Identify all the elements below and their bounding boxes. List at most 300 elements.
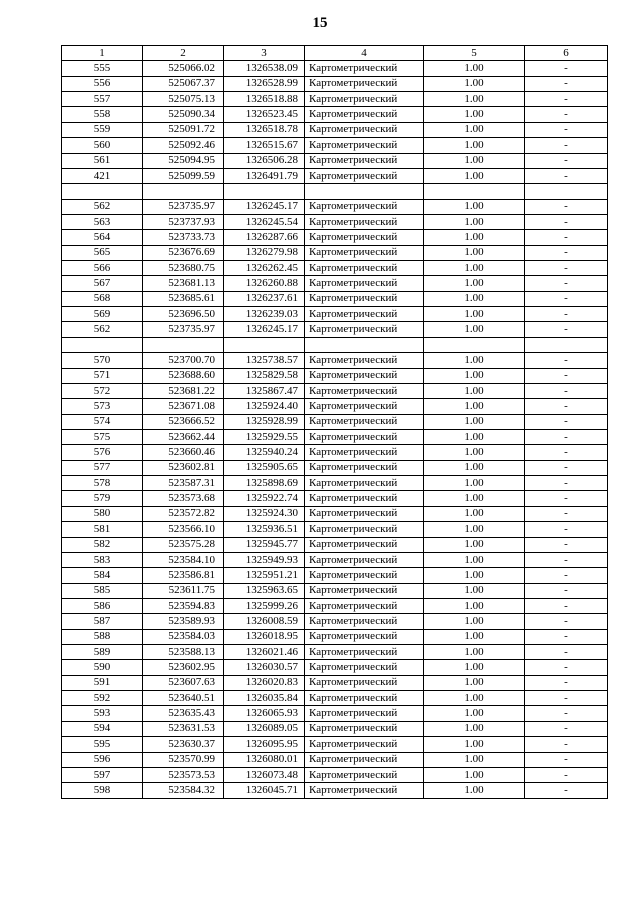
y-coordinate-cell: 1325867.47 (224, 383, 305, 398)
accuracy-cell: 1.00 (424, 230, 525, 245)
description-cell: - (525, 76, 608, 91)
y-coordinate-cell: 1325999.26 (224, 598, 305, 613)
y-coordinate-cell: 1325963.65 (224, 583, 305, 598)
description-cell: - (525, 675, 608, 690)
description-cell: - (525, 214, 608, 229)
description-cell: - (525, 399, 608, 414)
y-coordinate-cell: 1326245.17 (224, 199, 305, 214)
y-coordinate-cell: 1326089.05 (224, 721, 305, 736)
method-cell: Картометрический (305, 629, 424, 644)
accuracy-cell: 1.00 (424, 752, 525, 767)
accuracy-cell: 1.00 (424, 583, 525, 598)
y-coordinate-cell: 1326018.95 (224, 629, 305, 644)
point-number-cell: 568 (62, 291, 143, 306)
table-row (62, 214, 608, 229)
point-number-cell: 595 (62, 737, 143, 752)
description-cell: - (525, 107, 608, 122)
column-header-5: 5 (424, 46, 525, 61)
y-coordinate-cell: 1326045.71 (224, 783, 305, 798)
table-row (62, 276, 608, 291)
column-header-3: 3 (224, 46, 305, 61)
column-header-4: 4 (305, 46, 424, 61)
table-row (62, 353, 608, 368)
accuracy-cell: 1.00 (424, 675, 525, 690)
table-row (62, 721, 608, 736)
coordinates-table (61, 45, 608, 799)
table-row (62, 153, 608, 168)
x-coordinate-cell: 523735.97 (143, 322, 224, 337)
method-cell: Картометрический (305, 122, 424, 137)
x-coordinate-cell: 523635.43 (143, 706, 224, 721)
table-row (62, 429, 608, 444)
x-coordinate-cell: 523696.50 (143, 307, 224, 322)
description-cell: - (525, 353, 608, 368)
x-coordinate-cell: 523570.99 (143, 752, 224, 767)
point-number-cell: 571 (62, 368, 143, 383)
accuracy-cell: 1.00 (424, 168, 525, 183)
description-cell: - (525, 767, 608, 782)
table-row (62, 307, 608, 322)
accuracy-cell: 1.00 (424, 307, 525, 322)
x-coordinate-cell: 525075.13 (143, 92, 224, 107)
point-number-cell: 594 (62, 721, 143, 736)
accuracy-cell: 1.00 (424, 629, 525, 644)
separator-row (62, 184, 608, 199)
x-coordinate-cell: 523676.69 (143, 245, 224, 260)
point-number-cell: 576 (62, 445, 143, 460)
point-number-cell: 421 (62, 168, 143, 183)
point-number-cell: 588 (62, 629, 143, 644)
table-row (62, 92, 608, 107)
description-cell: - (525, 506, 608, 521)
x-coordinate-cell: 523594.83 (143, 598, 224, 613)
header-row (62, 46, 608, 61)
method-cell: Картометрический (305, 353, 424, 368)
x-coordinate-cell: 523700.70 (143, 353, 224, 368)
table-row (62, 76, 608, 91)
method-cell: Картометрический (305, 276, 424, 291)
table-row (62, 783, 608, 798)
point-number-cell: 583 (62, 552, 143, 567)
y-coordinate-cell: 1325905.65 (224, 460, 305, 475)
point-number-cell: 572 (62, 383, 143, 398)
x-coordinate-cell: 523573.53 (143, 767, 224, 782)
table-row (62, 230, 608, 245)
x-coordinate-cell: 523733.73 (143, 230, 224, 245)
accuracy-cell: 1.00 (424, 399, 525, 414)
x-coordinate-cell: 525094.95 (143, 153, 224, 168)
y-coordinate-cell (224, 337, 305, 352)
method-cell: Картометрический (305, 245, 424, 260)
method-cell: Картометрический (305, 752, 424, 767)
description-cell: - (525, 645, 608, 660)
x-coordinate-cell: 523671.08 (143, 399, 224, 414)
accuracy-cell: 1.00 (424, 322, 525, 337)
x-coordinate-cell: 523607.63 (143, 675, 224, 690)
table-row (62, 61, 608, 76)
accuracy-cell: 1.00 (424, 261, 525, 276)
table-row (62, 322, 608, 337)
table-row (62, 706, 608, 721)
table-row (62, 107, 608, 122)
method-cell: Картометрический (305, 568, 424, 583)
method-cell: Картометрический (305, 414, 424, 429)
table-row (62, 245, 608, 260)
x-coordinate-cell: 525067.37 (143, 76, 224, 91)
table-row (62, 614, 608, 629)
accuracy-cell: 1.00 (424, 721, 525, 736)
table-row (62, 138, 608, 153)
x-coordinate-cell: 523685.61 (143, 291, 224, 306)
point-number-cell: 573 (62, 399, 143, 414)
table-row (62, 522, 608, 537)
point-number-cell: 560 (62, 138, 143, 153)
accuracy-cell: 1.00 (424, 598, 525, 613)
y-coordinate-cell: 1325936.51 (224, 522, 305, 537)
description-cell: - (525, 552, 608, 567)
y-coordinate-cell: 1326515.67 (224, 138, 305, 153)
accuracy-cell: 1.00 (424, 214, 525, 229)
method-cell: Картометрический (305, 537, 424, 552)
table-row (62, 568, 608, 583)
method-cell: Картометрический (305, 506, 424, 521)
x-coordinate-cell: 523666.52 (143, 414, 224, 429)
table-row (62, 552, 608, 567)
x-coordinate-cell: 523681.13 (143, 276, 224, 291)
y-coordinate-cell: 1326073.48 (224, 767, 305, 782)
table-row (62, 261, 608, 276)
point-number-cell: 564 (62, 230, 143, 245)
x-coordinate-cell: 525066.02 (143, 61, 224, 76)
description-cell: - (525, 783, 608, 798)
description-cell: - (525, 737, 608, 752)
method-cell (305, 337, 424, 352)
accuracy-cell (424, 184, 525, 199)
y-coordinate-cell: 1326021.46 (224, 645, 305, 660)
description-cell: - (525, 598, 608, 613)
description-cell: - (525, 261, 608, 276)
description-cell: - (525, 92, 608, 107)
table-row (62, 291, 608, 306)
table-row (62, 199, 608, 214)
description-cell: - (525, 383, 608, 398)
y-coordinate-cell: 1326528.99 (224, 76, 305, 91)
x-coordinate-cell: 523573.68 (143, 491, 224, 506)
description-cell: - (525, 429, 608, 444)
y-coordinate-cell: 1326095.95 (224, 737, 305, 752)
x-coordinate-cell: 525092.46 (143, 138, 224, 153)
x-coordinate-cell: 523602.95 (143, 660, 224, 675)
table-row (62, 675, 608, 690)
y-coordinate-cell: 1325829.58 (224, 368, 305, 383)
table-row (62, 445, 608, 460)
y-coordinate-cell: 1326065.93 (224, 706, 305, 721)
accuracy-cell: 1.00 (424, 460, 525, 475)
accuracy-cell (424, 337, 525, 352)
method-cell: Картометрический (305, 92, 424, 107)
table-row (62, 598, 608, 613)
table-row (62, 737, 608, 752)
method-cell: Картометрический (305, 445, 424, 460)
accuracy-cell: 1.00 (424, 645, 525, 660)
accuracy-cell: 1.00 (424, 92, 525, 107)
table-row (62, 645, 608, 660)
y-coordinate-cell: 1325929.55 (224, 429, 305, 444)
accuracy-cell: 1.00 (424, 61, 525, 76)
point-number-cell: 555 (62, 61, 143, 76)
y-coordinate-cell: 1325924.30 (224, 506, 305, 521)
page-number: 15 (312, 15, 328, 31)
description-cell: - (525, 522, 608, 537)
x-coordinate-cell: 523584.32 (143, 783, 224, 798)
accuracy-cell: 1.00 (424, 706, 525, 721)
table-row (62, 168, 608, 183)
x-coordinate-cell: 523735.97 (143, 199, 224, 214)
point-number-cell (62, 337, 143, 352)
description-cell: - (525, 721, 608, 736)
x-coordinate-cell: 523680.75 (143, 261, 224, 276)
y-coordinate-cell: 1326287.66 (224, 230, 305, 245)
method-cell: Картометрический (305, 721, 424, 736)
accuracy-cell: 1.00 (424, 767, 525, 782)
method-cell: Картометрический (305, 138, 424, 153)
description-cell: - (525, 245, 608, 260)
method-cell: Картометрический (305, 261, 424, 276)
method-cell: Картометрический (305, 783, 424, 798)
point-number-cell: 596 (62, 752, 143, 767)
accuracy-cell: 1.00 (424, 491, 525, 506)
accuracy-cell: 1.00 (424, 783, 525, 798)
x-coordinate-cell: 523584.10 (143, 552, 224, 567)
method-cell: Картометрический (305, 645, 424, 660)
y-coordinate-cell: 1326245.54 (224, 214, 305, 229)
accuracy-cell: 1.00 (424, 568, 525, 583)
description-cell (525, 337, 608, 352)
description-cell: - (525, 122, 608, 137)
description-cell: - (525, 629, 608, 644)
method-cell: Картометрический (305, 199, 424, 214)
method-cell: Картометрический (305, 383, 424, 398)
table-row (62, 660, 608, 675)
method-cell: Картометрический (305, 153, 424, 168)
description-cell: - (525, 706, 608, 721)
table-row (62, 368, 608, 383)
y-coordinate-cell: 1326538.09 (224, 61, 305, 76)
x-coordinate-cell: 523572.82 (143, 506, 224, 521)
y-coordinate-cell: 1326080.01 (224, 752, 305, 767)
method-cell: Картометрический (305, 598, 424, 613)
description-cell: - (525, 445, 608, 460)
method-cell: Картометрический (305, 583, 424, 598)
y-coordinate-cell: 1325949.93 (224, 552, 305, 567)
method-cell: Картометрический (305, 76, 424, 91)
description-cell: - (525, 61, 608, 76)
description-cell: - (525, 322, 608, 337)
x-coordinate-cell: 523631.53 (143, 721, 224, 736)
point-number-cell: 557 (62, 92, 143, 107)
accuracy-cell: 1.00 (424, 368, 525, 383)
point-number-cell: 585 (62, 583, 143, 598)
x-coordinate-cell: 523586.81 (143, 568, 224, 583)
y-coordinate-cell: 1326035.84 (224, 691, 305, 706)
method-cell (305, 184, 424, 199)
accuracy-cell: 1.00 (424, 660, 525, 675)
accuracy-cell: 1.00 (424, 445, 525, 460)
method-cell: Картометрический (305, 230, 424, 245)
description-cell: - (525, 276, 608, 291)
description-cell: - (525, 368, 608, 383)
point-number-cell: 590 (62, 660, 143, 675)
description-cell: - (525, 230, 608, 245)
accuracy-cell: 1.00 (424, 506, 525, 521)
method-cell: Картометрический (305, 307, 424, 322)
x-coordinate-cell: 523611.75 (143, 583, 224, 598)
method-cell: Картометрический (305, 476, 424, 491)
x-coordinate-cell (143, 337, 224, 352)
accuracy-cell: 1.00 (424, 138, 525, 153)
y-coordinate-cell: 1326279.98 (224, 245, 305, 260)
method-cell: Картометрический (305, 614, 424, 629)
x-coordinate-cell: 523662.44 (143, 429, 224, 444)
table-row (62, 752, 608, 767)
point-number-cell: 580 (62, 506, 143, 521)
x-coordinate-cell: 523588.13 (143, 645, 224, 660)
description-cell: - (525, 614, 608, 629)
y-coordinate-cell: 1325738.57 (224, 353, 305, 368)
method-cell: Картометрический (305, 214, 424, 229)
point-number-cell: 565 (62, 245, 143, 260)
point-number-cell: 579 (62, 491, 143, 506)
description-cell: - (525, 168, 608, 183)
point-number-cell: 570 (62, 353, 143, 368)
table-row (62, 583, 608, 598)
table-row (62, 383, 608, 398)
accuracy-cell: 1.00 (424, 76, 525, 91)
y-coordinate-cell: 1326262.45 (224, 261, 305, 276)
accuracy-cell: 1.00 (424, 276, 525, 291)
x-coordinate-cell: 523602.81 (143, 460, 224, 475)
x-coordinate-cell: 523737.93 (143, 214, 224, 229)
accuracy-cell: 1.00 (424, 199, 525, 214)
y-coordinate-cell: 1325922.74 (224, 491, 305, 506)
point-number-cell: 569 (62, 307, 143, 322)
point-number-cell: 561 (62, 153, 143, 168)
table-body (62, 61, 608, 798)
accuracy-cell: 1.00 (424, 291, 525, 306)
method-cell: Картометрический (305, 107, 424, 122)
description-cell: - (525, 291, 608, 306)
accuracy-cell: 1.00 (424, 153, 525, 168)
method-cell: Картометрический (305, 675, 424, 690)
accuracy-cell: 1.00 (424, 691, 525, 706)
point-number-cell: 577 (62, 460, 143, 475)
description-cell: - (525, 491, 608, 506)
x-coordinate-cell (143, 184, 224, 199)
description-cell: - (525, 414, 608, 429)
y-coordinate-cell: 1325940.24 (224, 445, 305, 460)
x-coordinate-cell: 523688.60 (143, 368, 224, 383)
table-row (62, 476, 608, 491)
description-cell: - (525, 199, 608, 214)
table-row (62, 399, 608, 414)
point-number-cell: 586 (62, 598, 143, 613)
accuracy-cell: 1.00 (424, 353, 525, 368)
x-coordinate-cell: 523640.51 (143, 691, 224, 706)
description-cell (525, 184, 608, 199)
point-number-cell: 581 (62, 522, 143, 537)
y-coordinate-cell: 1326008.59 (224, 614, 305, 629)
method-cell: Картометрический (305, 429, 424, 444)
description-cell: - (525, 476, 608, 491)
method-cell: Картометрический (305, 737, 424, 752)
y-coordinate-cell: 1326260.88 (224, 276, 305, 291)
x-coordinate-cell: 525091.72 (143, 122, 224, 137)
point-number-cell: 567 (62, 276, 143, 291)
x-coordinate-cell: 523566.10 (143, 522, 224, 537)
table-row (62, 629, 608, 644)
table-row (62, 767, 608, 782)
column-header-1: 1 (62, 46, 143, 61)
accuracy-cell: 1.00 (424, 522, 525, 537)
table-row (62, 414, 608, 429)
point-number-cell: 563 (62, 214, 143, 229)
y-coordinate-cell: 1325951.21 (224, 568, 305, 583)
table-row (62, 537, 608, 552)
point-number-cell: 562 (62, 322, 143, 337)
accuracy-cell: 1.00 (424, 552, 525, 567)
point-number-cell: 598 (62, 783, 143, 798)
column-header-6: 6 (525, 46, 608, 61)
x-coordinate-cell: 523575.28 (143, 537, 224, 552)
separator-row (62, 337, 608, 352)
x-coordinate-cell: 523681.22 (143, 383, 224, 398)
y-coordinate-cell: 1326237.61 (224, 291, 305, 306)
description-cell: - (525, 752, 608, 767)
method-cell: Картометрический (305, 322, 424, 337)
point-number-cell: 575 (62, 429, 143, 444)
point-number-cell: 556 (62, 76, 143, 91)
y-coordinate-cell: 1326245.17 (224, 322, 305, 337)
y-coordinate-cell: 1325924.40 (224, 399, 305, 414)
method-cell: Картометрический (305, 522, 424, 537)
column-header-2: 2 (143, 46, 224, 61)
y-coordinate-cell (224, 184, 305, 199)
description-cell: - (525, 460, 608, 475)
y-coordinate-cell: 1325945.77 (224, 537, 305, 552)
table-row (62, 691, 608, 706)
x-coordinate-cell: 523587.31 (143, 476, 224, 491)
point-number-cell (62, 184, 143, 199)
point-number-cell: 566 (62, 261, 143, 276)
method-cell: Картометрический (305, 767, 424, 782)
accuracy-cell: 1.00 (424, 737, 525, 752)
description-cell: - (525, 307, 608, 322)
accuracy-cell: 1.00 (424, 122, 525, 137)
x-coordinate-cell: 523660.46 (143, 445, 224, 460)
accuracy-cell: 1.00 (424, 383, 525, 398)
point-number-cell: 591 (62, 675, 143, 690)
method-cell: Картометрический (305, 168, 424, 183)
y-coordinate-cell: 1326030.57 (224, 660, 305, 675)
point-number-cell: 592 (62, 691, 143, 706)
table-header (62, 46, 608, 61)
accuracy-cell: 1.00 (424, 245, 525, 260)
description-cell: - (525, 138, 608, 153)
description-cell: - (525, 660, 608, 675)
description-cell: - (525, 537, 608, 552)
method-cell: Картометрический (305, 706, 424, 721)
accuracy-cell: 1.00 (424, 537, 525, 552)
